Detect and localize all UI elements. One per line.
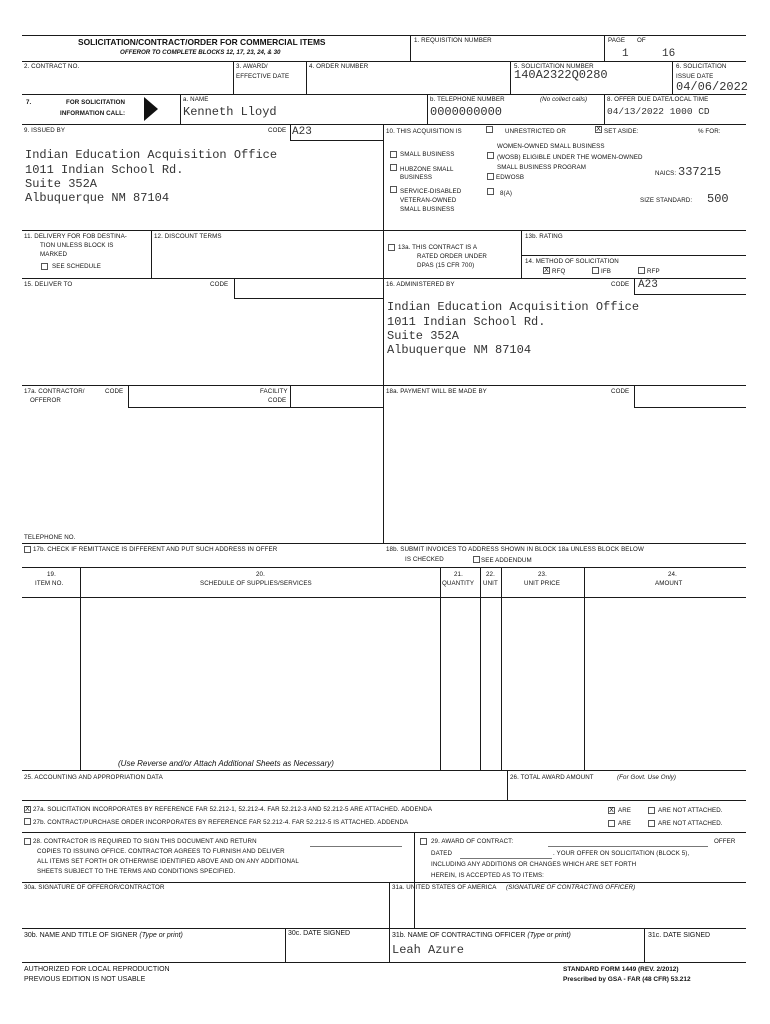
col-schedule: SCHEDULE OF SUPPLIES/SERVICES [200,580,312,587]
rated-order-label: 13a. THIS CONTRACT IS A [398,244,478,251]
col-unit-number: 22. [486,571,495,578]
local-reproduction-note: AUTHORIZED FOR LOCAL REPRODUCTION [24,966,170,973]
rfp-checkbox[interactable] [638,267,645,274]
officer-name-text: 31b. NAME OF CONTRACTING OFFICER [392,932,526,939]
unrestricted-checkbox[interactable] [486,126,493,133]
award-date-label: 3. AWARD/ [236,63,268,70]
issue-date-label: 6. SOLICITATION [676,63,727,70]
hubzone-label-2: BUSINESS [400,174,433,181]
total-award-note: (For Govt. Use Only) [617,774,677,781]
contractor-label: 17a. CONTRACTOR/ [24,388,85,395]
col-quantity-number: 21. [454,571,463,578]
total-award-label: 26. TOTAL AWARD AMOUNT [510,774,594,781]
col-amount: AMOUNT [655,580,683,587]
small-business-label: SMALL BUSINESS [400,151,455,158]
address-line: Albuquerque NM 87104 [387,343,532,357]
hubzone-label: HUBZONE SMALL [400,166,454,173]
info-call-label: FOR SOLICITATION [66,99,126,106]
info-call-label-2: INFORMATION CALL: [60,110,126,117]
are-not-label-2: ARE NOT ATTACHED. [658,820,723,827]
28-text-4: SHEETS SUBJECT TO THE TERMS AND CONDITIONS SPECIFIED. [37,868,236,875]
deliver-code-label: CODE [210,281,229,288]
payment-code-label: CODE [611,388,630,395]
28-text: 28. CONTRACTOR IS REQUIRED TO SIGN THIS DOCUMENT AND RETURN [33,838,257,845]
admin-code-label: CODE [611,281,630,288]
submit-invoices-label: 18b. SUBMIT INVOICES TO ADDRESS SHOWN IN BLOCK 18a UNLESS BLOCK BELOW [386,546,644,553]
are-checkbox-2[interactable] [608,820,615,827]
officer-name-label [392,931,571,940]
set-aside-checkbox[interactable]: X [596,126,601,133]
copies-blank [310,846,402,847]
administered-by-label: 16. ADMINISTERED BY [386,281,455,288]
contact-name[interactable]: Kenneth Lloyd [183,105,277,119]
col-amount-number: 24. [668,571,677,578]
naics-code[interactable]: 337215 [678,165,722,179]
page-total: 16 [662,48,676,60]
are-not-label: ARE NOT ATTACHED. [658,807,723,814]
are-label-2: ARE [618,820,632,827]
delivery-label-2: TION UNLESS BLOCK IS [40,242,114,249]
award-date-label-2: EFFECTIVE DATE [236,73,290,80]
addendum-label: SEE ADDENDUM [481,557,532,564]
issued-by-label: 9. ISSUED BY [24,127,66,134]
date-signed-label: 30c. DATE SIGNED [288,930,351,937]
col-item-no: ITEM NO. [35,580,64,587]
additional-sheets-note: (Use Reverse and/or Attach Additional Sheets as Necessary) [118,759,334,768]
27a-text: 27a. SOLICITATION INCORPORATES BY REFERENCE FAR 52.212-1, 52.212-4. FAR 52.212-3 AND 52.212-5 ARE ATTACHED. ADDENDA [33,806,433,813]
29-text: 29. AWARD OF CONTRACT: [431,838,514,845]
29-text-2: DATED [431,850,453,857]
order-number-label: 4. ORDER NUMBER [309,63,369,70]
service-disabled-label: SERVICE-DISABLED [400,188,462,195]
service-disabled-label-3: SMALL BUSINESS [400,206,455,213]
signer-type-note: (Type or print) [139,932,183,939]
col-unit: UNIT [483,580,498,587]
admin-code[interactable]: A23 [638,279,658,291]
submit-invoices-label-2: IS CHECKED [405,556,444,563]
rfq-label: RFQ [552,268,566,275]
acquisition-label: 10. THIS ACQUISITION IS [386,128,462,135]
form-subtitle: OFFEROR TO COMPLETE BLOCKS 12, 17, 23, 24, & 30 [120,49,281,56]
delivery-label-3: MARKED [40,251,68,258]
contact-name-label: a. NAME [183,96,209,103]
col-schedule-number: 20. [256,571,265,578]
accounting-label: 25. ACCOUNTING AND APPROPRIATION DATA [24,774,163,781]
telephone-number[interactable]: 0000000000 [430,105,503,119]
edwosb-checkbox[interactable] [487,173,494,180]
facility-label-2: CODE [268,397,287,404]
issued-code[interactable]: A23 [292,126,312,138]
issue-date-label-2: ISSUE DATE [676,73,714,80]
rated-order-label-3: DPAS (15 CFR 700) [417,262,475,269]
size-standard-label: SIZE STANDARD: [640,197,693,204]
contracting-officer-name[interactable]: Leah Azure [392,943,465,957]
us-signature-note: (SIGNATURE OF CONTRACTING OFFICER) [506,884,636,891]
wosb-checkbox[interactable] [487,152,494,159]
are-not-checkbox-2[interactable] [648,820,655,827]
address-line: Indian Education Acquisition Office [25,148,278,162]
rfp-label: RFP [647,268,660,275]
remittance-checkbox[interactable] [24,546,31,553]
signer-name-label [24,931,183,940]
29-text-2b: . YOUR OFFER ON SOLICITATION (BLOCK 5), [553,850,690,857]
28-text-3: ALL ITEMS SET FORTH OR OTHERWISE IDENTIFIED ABOVE AND ON ANY ADDITIONAL [37,858,299,865]
telephone-no-label: TELEPHONE NO. [24,534,76,541]
col-unit-price: UNIT PRICE [524,580,560,587]
edwosb-label: EDWOSB [496,174,525,181]
eight-a-checkbox[interactable] [487,188,494,195]
award-blank [548,846,708,847]
previous-edition-note: PREVIOUS EDITION IS NOT USABLE [24,976,146,983]
naics-label: NAICS: [655,170,677,177]
deliver-to-label: 15. DELIVER TO [24,281,73,288]
form-number: STANDARD FORM 1449 (REV. 2/2012) [563,966,679,973]
27b-text: 27b. CONTRACT/PURCHASE ORDER INCORPORATES BY REFERENCE FAR 52.212-4. FAR 52.212-5 IS ATTACHED. ADDENDA [33,819,409,826]
see-schedule-checkbox[interactable] [41,263,48,270]
see-schedule-label: SEE SCHEDULE [52,263,101,270]
29-text-4: HEREIN, IS ACCEPTED AS TO ITEMS: [431,872,544,879]
are-checkbox[interactable]: X [609,807,614,814]
unrestricted-label: UNRESTRICTED OR [505,128,566,135]
28-text-2: COPIES TO ISSUING OFFICE. CONTRACTOR AGREES TO FURNISH AND DELIVER [37,848,285,855]
form-title: SOLICITATION/CONTRACT/ORDER FOR COMMERCIAL ITEMS [78,37,326,47]
requisition-label: 1. REQUISITION NUMBER [414,37,492,44]
arrow-right-icon [144,97,158,121]
officer-type-note: (Type or print) [527,932,571,939]
are-label: ARE [618,807,632,814]
ifb-checkbox[interactable] [592,267,599,274]
set-aside-label: SET ASIDE: [604,128,639,135]
date-signed-label-2: 31c. DATE SIGNED [648,932,711,939]
discount-terms-label: 12. DISCOUNT TERMS [154,233,222,240]
29-text-3: INCLUDING ANY ADDITIONS OR CHANGES WHICH ARE SET FORTH [431,861,637,868]
rated-order-label-2: RATED ORDER UNDER [417,253,487,260]
address-line: 1011 Indian School Rd. [387,315,546,329]
hubzone-checkbox[interactable] [390,164,397,171]
address-line: Suite 352A [387,329,460,343]
wosb-label: WOMEN-OWNED SMALL BUSINESS [497,143,605,150]
no-collect-note: (No collect calls) [540,96,588,103]
us-signature-label: 31a. UNITED STATES OF AMERICA [392,884,497,891]
service-disabled-checkbox[interactable] [390,186,397,193]
contractor-code-label: CODE [105,388,124,395]
offer-due-date[interactable]: 04/13/2022 1000 CD [607,106,710,117]
size-standard[interactable]: 500 [707,192,729,206]
payment-label: 18a. PAYMENT WILL BE MADE BY [386,388,487,395]
remittance-label: 17b. CHECK IF REMITTANCE IS DIFFERENT AND PUT SUCH ADDRESS IN OFFER [33,546,278,553]
signer-name-text: 30b. NAME AND TITLE OF SIGNER [24,932,138,939]
method-label: 14. METHOD OF SOLICITATION [525,258,619,265]
rfq-checkbox[interactable]: X [544,267,549,274]
col-quantity: QUANTITY [442,580,475,587]
address-line: Albuquerque NM 87104 [25,191,170,205]
solicitation-number[interactable]: 140A2322Q0280 [514,68,608,82]
address-line: 1011 Indian School Rd. [25,163,184,177]
facility-label: FACILITY [260,388,288,395]
issued-code-label: CODE [268,127,287,134]
ifb-label: IFB [601,268,611,275]
page-number: 1 [622,48,629,60]
address-line: Suite 352A [25,177,98,191]
address-line: Indian Education Acquisition Office [387,300,640,314]
solicitation-number-label: 5. SOLICITATION NUMBER [514,63,594,70]
29-checkbox[interactable] [420,838,427,845]
rating-label: 13b. RATING [525,233,563,240]
service-disabled-label-2: VETERAN-OWNED [400,197,457,204]
contractor-label-2: OFFEROR [30,397,61,404]
27a-checkbox[interactable]: X [25,806,30,813]
of-label: OF [637,37,646,44]
eight-a-label: 8(A) [500,190,513,197]
wosb-label-2: (WOSB) ELIGIBLE UNDER THE WOMEN-OWNED [497,154,643,161]
col-unit-price-number: 23. [538,571,547,578]
offer-due-label: 8. OFFER DUE DATE/LOCAL TIME [607,96,709,103]
telephone-label: b. TELEPHONE NUMBER [430,96,505,103]
col-item-no-number: 19. [47,571,56,578]
contract-number-label: 2. CONTRACT NO. [24,63,80,70]
27b-checkbox[interactable] [24,818,31,825]
dated-blank [460,858,552,859]
are-not-checkbox[interactable] [648,807,655,814]
addendum-checkbox[interactable] [473,556,480,563]
wosb-label-3: SMALL BUSINESS PROGRAM [497,164,586,171]
percent-for-label: % FOR: [698,128,721,135]
issue-date[interactable]: 04/06/2022 [676,80,749,94]
page-label: PAGE [608,37,626,44]
29-offer: OFFER [714,838,736,845]
28-checkbox[interactable] [24,838,31,845]
rated-order-checkbox[interactable] [388,244,395,251]
prescribed-by: Prescribed by GSA - FAR (48 CFR) 53.212 [563,976,691,983]
block-7-number: 7. [26,99,32,106]
delivery-label: 11. DELIVERY FOR FOB DESTINA- [24,233,127,240]
offeror-signature-label: 30a. SIGNATURE OF OFFEROR/CONTRACTOR [24,884,165,891]
small-business-checkbox[interactable] [390,151,397,158]
